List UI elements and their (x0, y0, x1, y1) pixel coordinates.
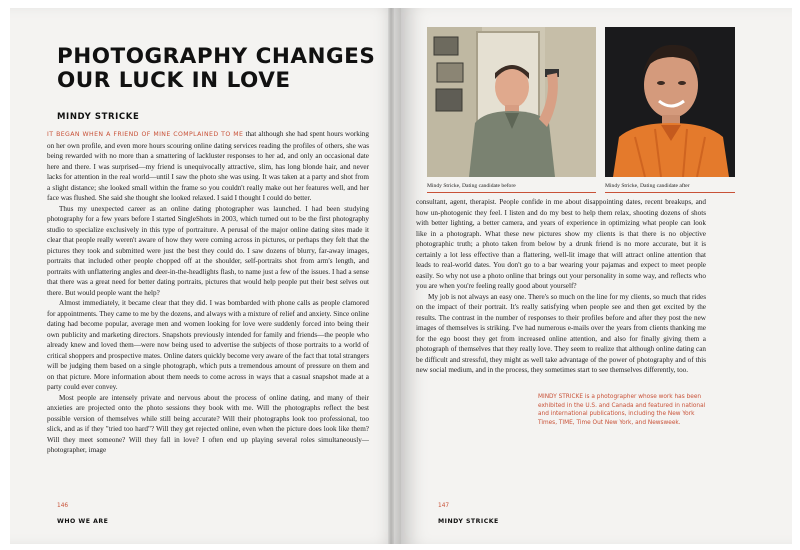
page-number-right: 147 (438, 503, 450, 509)
caption-after: Mindy Stricke, Dating candidate after (605, 183, 735, 193)
paragraph: My job is not always an easy one. There's so much on the line for my clients, so much that rides on the impact of their portrait. It's really satisfying when people see and then get excited by the results. The contrast in the number of responses to their profiles before and after they post the new images of themselves is striking. I've had numerous e-mails over the years from clients thanking me for the ego boost they get from increased online attention, and also for finally giving them a photograph of themselves that they really love. They seem to realize that although online dating can be difficult and stressful, they might as well take advantage of the power of photography and of this new social medium, and in the process, they sometimes start to see themselves differently, too. (416, 292, 706, 374)
paragraph: Most people are intensely private and nervous about the process of online dating, and many of their anxieties are projected onto the photo sessions they book with me. Will the photographs reflect the best possible version of themselves while still being accurate? Will their photographs look too professional, too slick, and as if they "tried too hard"? Will they get rejected online, even when the picture does look like them? Will they meet someone? Will they fall in love? I often end up playing several roles simultaneously—photographer, image (47, 393, 369, 454)
running-head-right: MINDY STRICKE (438, 518, 499, 525)
paragraph: Thus my unexpected career as an online dating photographer was launched. I had been studying photography for a few years before I started SingleShots in 2003, which turned out to be the first photography studio to specialize exclusively in this type of portraiture. A perusal of the major online dating sites made it clear that people really weren't aware of how they were coming across in pictures, or perhaps they felt that the pictures they took and submitted were just the best they could do. I saw dozens of blurry, far-away images, portraits that included other people chopped off at the shoulder, self-portraits shot from arm's length, and portraits with unflattering angles and deer-in-the-headlights flash, to name just a few of the issues. I had a sense that there was a great need for better dating portraits, pictures that would help people put their best selves out there. But would people want the help? (47, 204, 369, 297)
caption-before: Mindy Stricke, Dating candidate before (427, 183, 596, 193)
lead-in: IT BEGAN WHEN A FRIEND OF MINE COMPLAINED TO ME (47, 131, 244, 138)
article-body-right (416, 197, 706, 376)
article-body-left (47, 129, 369, 456)
photo-after (605, 27, 735, 177)
paragraph: consultant, agent, therapist. People confide in me about disappointing dates, recent breakups, and how un-photogenic they feel. I listen and do my best to help them relax, shooting dozens of shots with better lighting, a better camera, and years of experience in optimizing what people can look like in a photograph. What these new pictures show my clients is that there is no objective photographic truth; a photo taken from below by a drunk friend is no more accurate, but it is certainly a lot less effective than a flattering, well-lit image that will attract online attention that leads to real-world dates. You don't go to a bar wearing your pajamas and expect to meet people easily. So why not use a photo online that brings out your personality in some way, and reflects who you are when you're feeling really good about yourself? (416, 198, 706, 290)
article-title: PHOTOGRAPHY CHANGES OUR LUCK IN LOVE (57, 44, 376, 93)
paragraph: Almost immediately, it became clear that they did. I was bombarded with phone calls as people clamored for appointments. They came to me by the dozens, and always with a mixture of relief and anxiety. Since online dating had become popular, average men and women looking for love were suddenly forced into being their own publicity and marketing directors. Snapshots previously intended for family and friends—the people who already knew and loved them—were now being used to advertise the subjects of those portraits to a world of critical shoppers and prospective mates. Online daters quickly become very aware of the fact that total strangers will be judging them based on a single photograph, which puts a tremendous amount of pressure on them and on that picture. More information about them needs to come across in ways that a casual snapshot made at a party could ever convey. (47, 299, 369, 391)
running-head-left: WHO WE ARE (57, 518, 109, 525)
author-bio: MINDY STRICKE is a photographer whose work has been exhibited in the U.S. and Canada and featured in national and international publications, including the New York Times, TIME, Time Out New York, and Newsweek. (538, 394, 706, 426)
page-number-left: 146 (57, 503, 69, 509)
book-gutter (388, 8, 394, 544)
photo-before (427, 27, 596, 177)
author-name: MINDY STRICKE (57, 112, 140, 122)
paragraph: IT BEGAN WHEN A FRIEND OF MINE COMPLAINED TO ME that although she had spent hours working on her own profile, and even more hours scouring online dating services reading the profiles of others, she was being rewarded with no more than a smattering of lackluster responses to her ad, and only an occasional date here and there. I was surprised—my friend is unequivocally attractive, slim, has long blonde hair, and never lacks for attention in the real world—until I saw the photo she was using. It was taken at a party and shot from a slight distance; she looked small within the frame so you couldn't really make out her features well, and her face was flushed. She said she thought she looked relaxed. I said I thought I could do better. (47, 130, 369, 202)
